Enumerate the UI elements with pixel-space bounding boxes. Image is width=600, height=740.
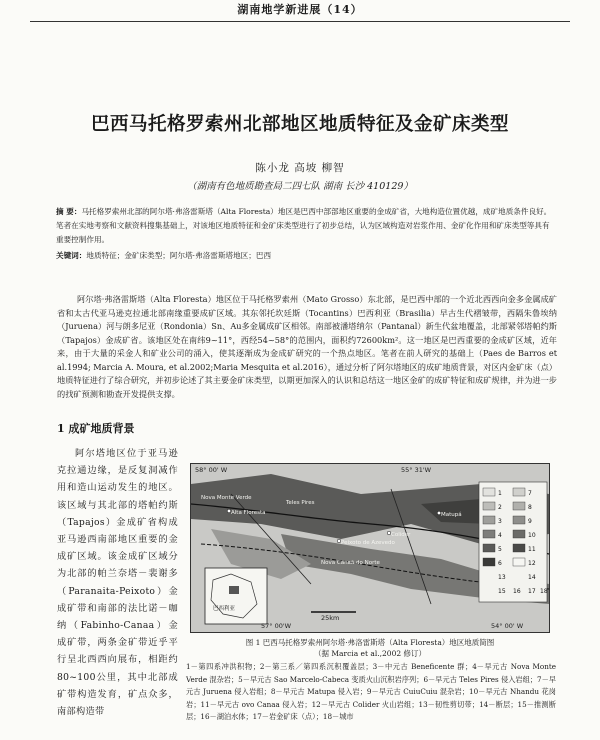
legend-swatch bbox=[483, 502, 495, 510]
legend-swatch bbox=[513, 530, 525, 538]
legend-number: 5 bbox=[498, 546, 502, 553]
legend-number: 14 bbox=[528, 574, 536, 581]
paper-authors: 陈小龙 高坡 柳智 bbox=[255, 162, 345, 174]
scale-label: 25km bbox=[321, 614, 340, 622]
legend-number: 16 bbox=[513, 588, 521, 595]
city-marker bbox=[337, 539, 341, 543]
intro-paragraph: 阿尔塔·弗洛雷斯塔（Alta Floresta）地区位于马托格罗索州（Mato Grosso）东北部，是巴西中部的一个近北西西向金多金属成矿省和太古代亚马逊克拉通北部南缘重要成矿区域。其东邻托坎廷斯（Tocantins）巴西利亚（Brasilia）早古生代褶皱带，西隔朱鲁埃纳（Juruena）河与朗多尼亚（Rondonia）Sn、Au多金属成矿区相邻。南部被潘塔纳尔（Pantanal）新生代盆地覆盖，北部紧邻塔帕约斯（Tapajos）金成矿省。该地区处在南纬9~11°，西经54~58°的范围内，面积约72600km²。这一地区是巴西重要的金成矿区域，近年来，由于大量的采金人和矿业公司的涌入，使其逐渐成为金成矿研究的一个热点地区。笔者在前人研究的基础上（Paes de Barros et al.1994; Marcia A. Moura, et al.2002;Maria Mesquita et al.2016），通过分析了阿尔塔地区的成矿地质背景，对区内金矿床（点）地质特征进行了综合研究，并初步论述了其主要金矿床类型，以期更加深入的认识和总结这一地区金矿的成矿特征和成矿规律，并为进一步的找矿预测和勘查开发提供支撑。 bbox=[57, 294, 557, 399]
city-marker bbox=[227, 509, 231, 513]
legend-number: 8 bbox=[528, 504, 532, 511]
abstract bbox=[56, 205, 556, 247]
legend-swatch bbox=[513, 488, 525, 496]
legend-swatch bbox=[513, 502, 525, 510]
city-marker bbox=[437, 511, 441, 515]
legend-swatch bbox=[483, 530, 495, 538]
map-place-label: Nova Monte Verde bbox=[201, 495, 252, 501]
city-marker bbox=[387, 531, 391, 535]
inset-map bbox=[205, 568, 267, 624]
legend-number: 17 bbox=[528, 588, 536, 595]
figure-legend-text: 1－第四系冲洪积物；2－第三系／第四系沉积覆盖层；3－中元古 Beneficente 群；4－早元古 Nova Monte Verde 混杂岩；5－早元古 Sao Marcelo-Cabeca 变质火山沉积岩序列；6－早元古 Teles Pires 侵入岩组；7－早元古 Juruena 侵入岩组；8－早元古 Matupa 侵入岩；9－早元古 CuiuCuiu 混杂岩；10－早元古 Nhandu 花岗岩；11－早元古 ovo Canaa 侵入岩；12－早元古 Colider 火山岩组；13－韧性剪切带；14－断层；15－推测断层；16－湖泊水体；17－岩金矿床（点）；18－城市 bbox=[186, 662, 556, 721]
paper-affiliation: （湖南有色地质勘查局二四七队 湖南 长沙 410129） bbox=[187, 181, 413, 192]
map-place-label: Nova Canaã do Norte bbox=[321, 560, 380, 566]
abstract-label: 摘 要： bbox=[56, 207, 82, 216]
legend-swatch bbox=[483, 544, 495, 552]
map-place-label: Teles Pires bbox=[286, 500, 315, 506]
legend-number: 4 bbox=[498, 532, 502, 539]
legend-number: 7 bbox=[528, 490, 532, 497]
geologic-map-figure bbox=[190, 463, 550, 633]
legend-number: 3 bbox=[498, 518, 502, 525]
coord-bottom-left: 57° 00'W bbox=[261, 622, 292, 630]
header-rule bbox=[30, 21, 570, 22]
paper-title: 巴西马托格罗索州北部地区地质特征及金矿床类型 bbox=[90, 114, 509, 135]
legend-swatch bbox=[513, 516, 525, 524]
keywords bbox=[56, 250, 556, 261]
legend-number: 10 bbox=[528, 532, 536, 539]
inset-label: 巴西利亚 bbox=[213, 606, 236, 612]
coord-top-right: 55° 31'W bbox=[401, 466, 432, 474]
legend-number: 15 bbox=[498, 588, 506, 595]
figure-caption bbox=[190, 637, 550, 659]
running-header: 湖南地学新进展（14） bbox=[237, 3, 363, 16]
legend-swatch bbox=[513, 558, 525, 566]
legend-swatch bbox=[483, 516, 495, 524]
map-place-label: Alta Floresta bbox=[231, 510, 266, 516]
legend-number: 11 bbox=[528, 546, 536, 553]
coord-bottom-right: 54° 00' W bbox=[491, 622, 524, 630]
section-heading: 1 成矿地质背景 bbox=[57, 422, 135, 435]
abstract-text: 马托格罗索州北部的阿尔塔·弗洛雷斯塔（Alta Floresta）地区是巴西中部部地区重要的金成矿省，大地构造位置优越，成矿地质条件良好。笔者在实地考察和文献资料搜集基础上，对该地区地质特征和金矿床类型进行了初步总结，认为区域构造对岩浆作用、金矿化作用和矿床类型等具有重要控制作用。 bbox=[56, 207, 552, 244]
legend-box bbox=[479, 482, 547, 602]
legend-number: 9 bbox=[528, 518, 532, 525]
legend-swatch bbox=[483, 558, 495, 566]
legend-number: 13 bbox=[498, 574, 506, 581]
figure-caption-line-2: （据 Marcia et al.,2002 修订） bbox=[313, 649, 427, 658]
legend-number: 2 bbox=[498, 504, 502, 511]
legend-number: 12 bbox=[528, 560, 536, 567]
map-place-label: Matupá bbox=[441, 512, 462, 518]
geologic-map bbox=[191, 464, 549, 632]
coord-top-left: 58° 00' W bbox=[195, 466, 228, 474]
legend-swatch bbox=[483, 488, 495, 496]
map-place-label: Peixoto de Azevedo bbox=[341, 540, 395, 546]
keywords-text: 地质特征；金矿床类型；阿尔塔·弗洛雷斯塔地区；巴西 bbox=[86, 251, 272, 260]
legend-number: 6 bbox=[498, 560, 502, 567]
inset-study-area bbox=[229, 586, 239, 594]
legend-number: 18 bbox=[540, 588, 548, 595]
section-body-text: 阿尔塔地区位于亚马逊克拉通边缘，是反复洞减作用和造山运动发生的地区。该区域与其北部的塔帕约斯（Tapajos）金成矿省构成亚马逊西南部地区重要的金成矿区域。该金成矿区域分为北部的帕兰奈塔－裴谢多（Paranaita-Peixoto）金成矿带和南部的法比诺－咖纳（Fabinho-Canaa）金成矿带，两条金矿带近乎平行呈北西西向展布，相距约80~100公里，其中北部成矿带构造发育，矿点众多，南部构造带 bbox=[57, 448, 178, 718]
keywords-label: 关键词： bbox=[56, 251, 87, 260]
figure-caption-line-1: 图 1 巴西马托格罗索州阿尔塔·弗洛雷斯塔（Alta Floresta）地区地质简图 bbox=[245, 638, 495, 647]
legend-number: 1 bbox=[498, 490, 502, 497]
legend-swatch bbox=[513, 544, 525, 552]
map-place-label: Colíder bbox=[391, 532, 411, 538]
